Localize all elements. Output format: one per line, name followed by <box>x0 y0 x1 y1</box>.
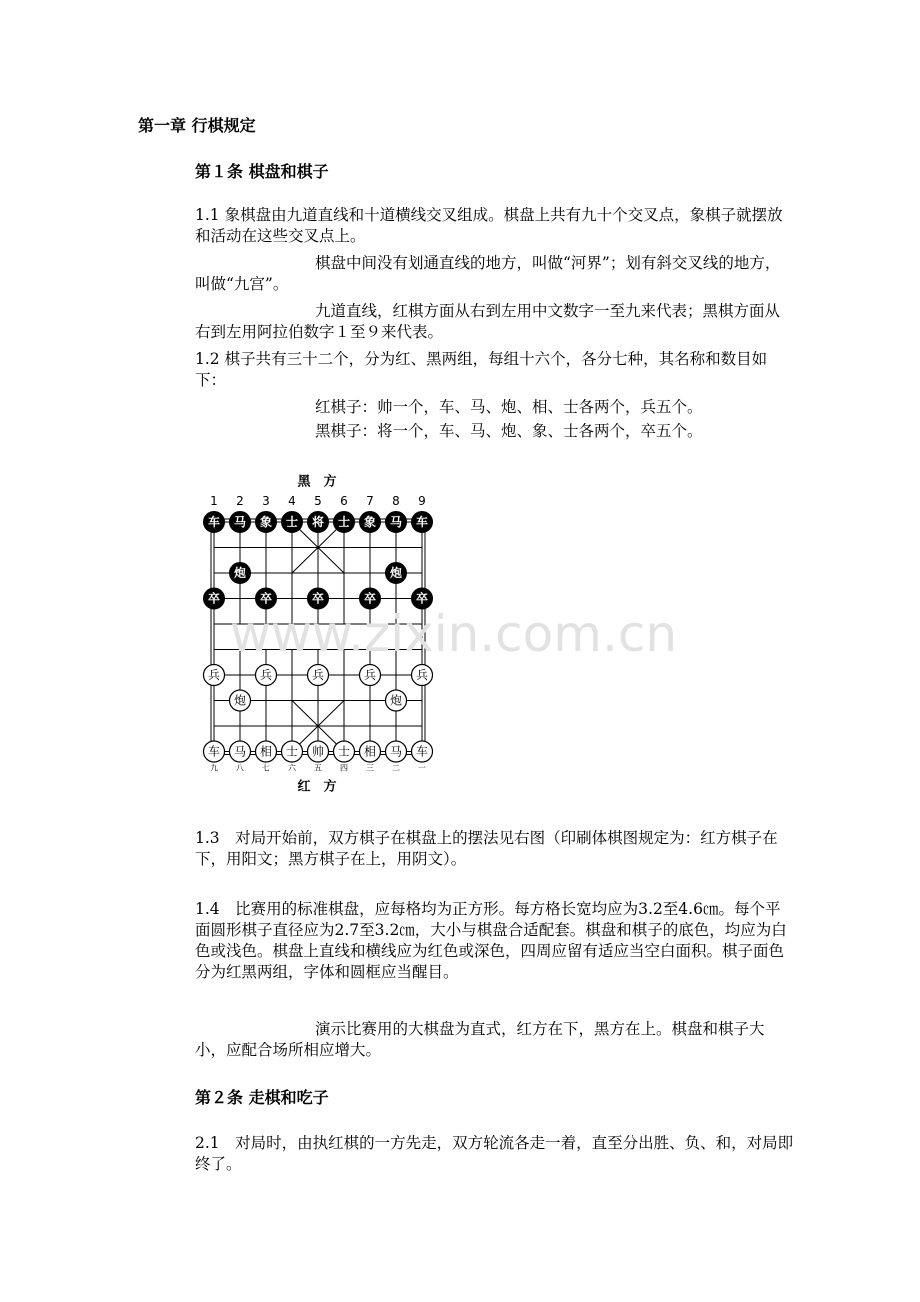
article-1-title: 第１条 棋盘和棋子 <box>195 162 329 181</box>
black-side-label: 黑 方 <box>297 474 337 490</box>
paragraph-1-4b <box>195 1019 795 1061</box>
paragraph-1-3: 1.3 对局开始前，双方棋子在棋盘上的摆法见右图（印刷体棋图规定为：红方棋子在下，用阳文；黑方棋子在上，用阴文）。 <box>195 829 778 868</box>
red-piece: 马 <box>389 744 403 759</box>
black-soldier: 卒 <box>415 591 429 606</box>
black-piece: 车 <box>207 515 221 529</box>
red-soldier: 兵 <box>207 668 221 682</box>
red-piece: 相 <box>363 744 377 759</box>
black-piece: 将 <box>311 515 325 529</box>
red-pieces-text: 红棋子：帅一个，车、马、炮、相、士各两个，兵五个。 <box>315 398 703 416</box>
bottom-file-number: 四 <box>340 763 348 773</box>
black-cannon: 炮 <box>389 566 403 580</box>
red-piece: 帅 <box>311 744 325 759</box>
paragraph-1-1c <box>195 301 795 343</box>
black-piece: 象 <box>363 515 377 529</box>
bottom-file-number: 五 <box>314 763 322 773</box>
red-soldier: 兵 <box>311 668 325 682</box>
top-file-number: 3 <box>262 494 270 508</box>
paragraph-1-1b <box>195 253 795 295</box>
bottom-file-number: 六 <box>288 763 296 773</box>
red-soldier: 兵 <box>415 668 429 682</box>
red-soldier: 兵 <box>259 668 273 682</box>
red-soldier: 兵 <box>363 668 377 682</box>
paragraph-1-4b-text: 演示比赛用的大棋盘为直式，红方在下，黑方在上。棋盘和棋子大小，应配合场所相应增大。 <box>195 1020 765 1059</box>
black-soldier: 卒 <box>207 591 221 606</box>
red-piece: 马 <box>233 744 247 759</box>
black-piece: 士 <box>337 515 351 529</box>
black-piece: 士 <box>285 515 299 529</box>
top-file-number: 2 <box>236 494 244 508</box>
bottom-file-number: 一 <box>418 763 426 773</box>
black-piece: 马 <box>389 515 403 529</box>
black-soldier: 卒 <box>311 591 325 606</box>
top-file-number: 1 <box>210 494 218 508</box>
paragraph-1-1c-text: 九道直线，红棋方面从右到左用中文数字一至九来代表；黑棋方面从右到左用阿拉伯数字１至９来代表。 <box>195 302 781 341</box>
black-soldier: 卒 <box>259 591 273 606</box>
article-2-title: 第２条 走棋和吃子 <box>195 1088 329 1107</box>
black-cannon: 炮 <box>233 566 247 580</box>
black-piece: 马 <box>233 515 247 529</box>
bottom-file-number: 三 <box>366 763 374 773</box>
black-piece: 车 <box>415 515 429 529</box>
top-file-number: 8 <box>392 494 400 508</box>
paragraph-2-1: 2.1 对局时，由执红棋的一方先走，双方轮流各走一着，直至分出胜、负、和，对局即终了。 <box>195 1134 794 1173</box>
black-soldier: 卒 <box>363 591 377 606</box>
watermark: www.zixin.com.cn <box>230 605 678 663</box>
top-file-number: 9 <box>418 494 426 508</box>
red-piece: 车 <box>415 744 429 759</box>
black-pieces-text: 黑棋子：将一个，车、马、炮、象、士各两个，卒五个。 <box>315 422 703 440</box>
red-piece: 士 <box>337 744 351 759</box>
paragraph-1-1b-text: 棋盘中间没有划通直线的地方，叫做“河界”；划有斜交叉线的地方，叫做“九宫”。 <box>195 254 781 293</box>
red-piece: 相 <box>259 744 273 759</box>
red-piece: 车 <box>207 744 221 759</box>
bottom-file-number: 七 <box>262 763 270 773</box>
paragraph-1-4: 1.4 比赛用的标准棋盘，应每格均为正方形。每方格长宽均应为3.2至4.6㎝。每个平面圆形棋子直径应为2.7至3.2㎝，大小与棋盘合适配套。棋盘和棋子的底色，均应为白色或浅色。棋盘上直线和横线应为红色或深色，四周应留有适应当空白面积。棋子面色分为红黑两组，字体和圆框应当醒目。 <box>195 900 787 981</box>
bottom-file-number: 八 <box>236 763 244 773</box>
top-file-number: 4 <box>288 494 296 508</box>
top-file-number: 7 <box>366 494 374 508</box>
red-piece: 士 <box>285 744 299 759</box>
chapter-title: 第一章 行棋规定 <box>138 116 256 135</box>
red-side-label: 红 方 <box>297 779 337 795</box>
red-cannon: 炮 <box>233 693 247 708</box>
paragraph-1-2: 1.2 棋子共有三十二个，分为红、黑两组，每组十六个，各分七种，其名称和数目如下： <box>195 350 768 389</box>
paragraph-1-1: 1.1 象棋盘由九道直线和十道横线交叉组成。棋盘上共有九十个交叉点，象棋子就摆放和活动在这些交叉点上。 <box>195 206 783 245</box>
top-file-number: 5 <box>314 494 322 508</box>
bottom-file-number: 九 <box>210 763 218 773</box>
bottom-file-number: 二 <box>392 763 400 773</box>
red-cannon: 炮 <box>389 693 403 708</box>
red-pieces-line <box>195 397 795 418</box>
black-pieces-line <box>195 421 795 442</box>
black-piece: 象 <box>259 515 273 529</box>
top-file-number: 6 <box>340 494 348 508</box>
